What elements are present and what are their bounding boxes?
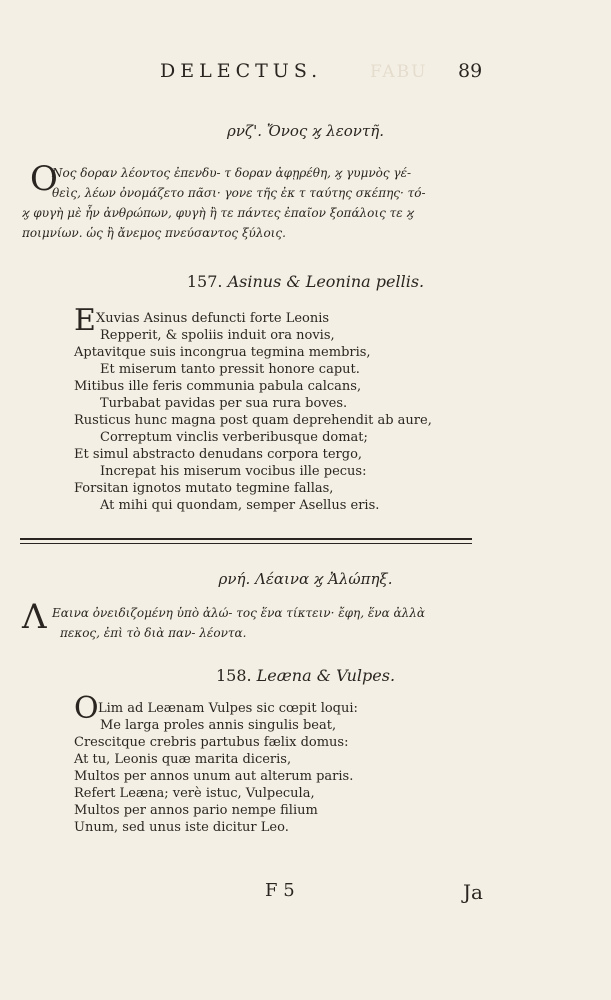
greek-text-158 — [22, 603, 484, 643]
greek-line: Εαινα ὀνειδιζομένη ὑπὸ ἀλώ- τος ἕνα τίκτειν· ἔφη, ἕνα ἀλλὰ — [52, 606, 425, 620]
verse-line: Increpat his miserum vocibus ille pecus: — [100, 464, 367, 479]
greek-line: ποιμνίων. ὡς ἢ ἄνεμος πνεύσαντος ξύλοις. — [22, 226, 286, 240]
verse-line: Aptavitque suis incongrua tegmina membris, — [74, 345, 371, 360]
verse-line: Turbabat pavidas per sua rura boves. — [100, 396, 348, 411]
bleed-through-text: FABU — [370, 62, 428, 82]
greek-initial-157: Ο — [30, 159, 58, 199]
verse-line: At tu, Leonis quæ marita diceris, — [74, 752, 292, 767]
greek-title-157: ρνζ'. Ὄνος ϗ λεοντῆ. — [227, 122, 384, 140]
greek-line: πεκος, ἐπὶ τὸ διὰ παν- λέοντα. — [60, 626, 247, 640]
verse-line: Correptum vinclis verberibusque domat; — [100, 430, 368, 445]
verse-line: Lim ad Leænam Vulpes sic cœpit loqui: — [98, 701, 358, 716]
running-head: DELECTUS. — [160, 60, 323, 82]
latin-title-158 — [0, 666, 611, 685]
verse-line: Me larga proles annis singulis beat, — [100, 718, 337, 733]
greek-line: Νος δοραν λέοντος ἐπενδυ- τ δοραν ἀφῃρέθη, ϗ γυμνὸς γέ- — [52, 166, 412, 180]
greek-line: ϗ φυγὴ μὲ ἦν ἀνθρώπων, φυγὴ ἢ τε πάντες ἐπαῖον ξοπάλοις τε ϗ — [22, 206, 414, 220]
latin-title-157 — [0, 272, 611, 291]
drop-cap-157: E — [74, 303, 96, 338]
greek-text-157 — [22, 159, 484, 243]
fable-title: Asinus & Leonina pellis. — [227, 272, 425, 291]
catchword: Ja — [463, 880, 483, 904]
fable-number: 157. — [186, 272, 223, 291]
fable-title: Leæna & Vulpes. — [256, 666, 396, 685]
verse-line: Repperit, & spoliis induit ora novis, — [100, 328, 335, 343]
verse-line: Et miserum tanto pressit honore caput. — [100, 362, 360, 377]
verse-line: At mihi qui quondam, semper Asellus eris. — [100, 498, 380, 513]
verse-line: Refert Leæna; verè istuc, Vulpecula, — [74, 786, 315, 801]
verse-line: Multos per annos pario nempe filium — [74, 803, 318, 818]
signature-mark: F 5 — [265, 880, 295, 901]
verse-line: Xuvias Asinus defuncti forte Leonis — [96, 311, 330, 326]
latin-poem-157 — [74, 310, 434, 514]
greek-title-158: ρνή. Λέαινα ϗ Ἀλώπηξ. — [218, 570, 393, 588]
verse-line: Crescitque crebris partubus fælix domus: — [74, 735, 349, 750]
latin-poem-158 — [74, 700, 434, 836]
section-rule-thin — [20, 543, 472, 544]
verse-line: Mitibus ille feris communia pabula calcans, — [74, 379, 362, 394]
drop-cap-158: O — [74, 691, 99, 726]
greek-initial-158: Λ — [22, 597, 47, 637]
verse-line: Forsitan ignotos mutato tegmine fallas, — [74, 481, 334, 496]
verse-line: Rusticus hunc magna post quam deprehendit ab aure, — [74, 413, 432, 428]
verse-line: Multos per annos unum aut alterum paris. — [74, 769, 354, 784]
page-number: 89 — [458, 60, 483, 82]
verse-line: Unum, sed unus iste dicitur Leo. — [74, 820, 289, 835]
fable-number: 158. — [215, 666, 252, 685]
greek-line: θεὶς, λέων ὀνομάζετο πᾶσι· γονε τῆς ἐκ τ ταύτης σκέπης· τό- — [52, 186, 426, 200]
section-rule — [20, 538, 472, 540]
verse-line: Et simul abstracto denudans corpora tergo, — [74, 447, 363, 462]
